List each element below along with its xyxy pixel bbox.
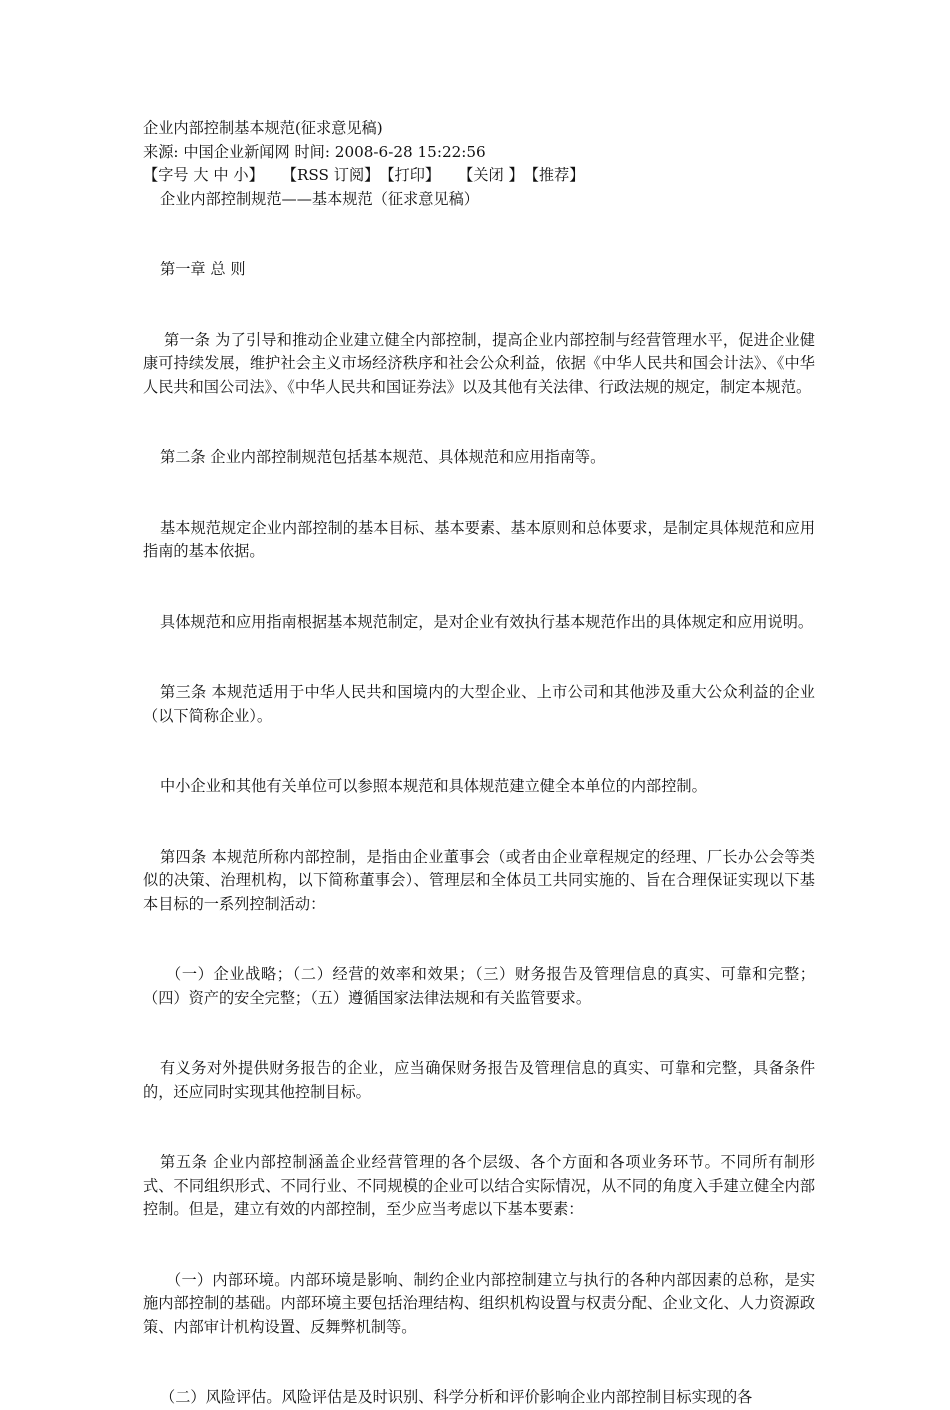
- paragraph-article-2: 第二条 企业内部控制规范包括基本规范、具体规范和应用指南等。: [160, 448, 606, 466]
- paragraph-specific-norm: 具体规范和应用指南根据基本规范制定，是对企业有效执行基本规范作出的具体规定和应用说明。: [160, 612, 814, 631]
- paragraph-financial-reporting: 有义务对外提供财务报告的企业，应当确保财务报告及管理信息的真实、可靠和完整，具备条件的，还应同时实现其他控制目标。: [143, 1059, 815, 1101]
- paragraph-objectives: （一）企业战略；（二）经营的效率和效果；（三）财务报告及管理信息的真实、可靠和完整；（四）资产的安全完整；（五）遵循国家法律法规和有关监管要求。: [143, 965, 815, 1007]
- chapter-heading: 第一章 总 则: [160, 260, 246, 278]
- article-toolbar: [143, 164, 815, 188]
- paragraph-sme: 中小企业和其他有关单位可以参照本规范和具体规范建立健全本单位的内部控制。: [160, 777, 707, 795]
- paragraph-article-3: 第三条 本规范适用于中华人民共和国境内的大型企业、上市公司和其他涉及重大公众利益的企业（以下简称企业）。: [143, 683, 815, 725]
- article-title: 企业内部控制基本规范(征求意见稿): [143, 119, 383, 137]
- source-line: 来源: 中国企业新闻网 时间: 2008-6-28 15:22:56: [143, 142, 486, 161]
- paragraph-article-1: 第一条 为了引导和推动企业建立健全内部控制，提高企业内部控制与经营管理水平，促进企业健康可持续发展，维护社会主义市场经济秩序和社会公众利益，依据《中华人民共和国会计法》、《中华人民共和国公司法》、《中华人民共和国证券法》以及其他有关法律、行政法规的规定，制定本规范。: [143, 330, 815, 396]
- document-page: [143, 117, 815, 1410]
- paragraph-basic-norm: 基本规范规定企业内部控制的基本目标、基本要素、基本原则和总体要求，是制定具体规范和应用指南的基本依据。: [143, 518, 815, 560]
- rss-subscribe-link[interactable]: 【RSS 订阅】: [281, 166, 380, 184]
- recommend-link[interactable]: 【推荐】: [523, 166, 585, 184]
- font-size-control[interactable]: 【字号 大 中 小】: [143, 166, 264, 184]
- print-link[interactable]: 【打印】: [379, 166, 441, 184]
- paragraph-article-5: 第五条 企业内部控制涵盖企业经营管理的各个层级、各个方面和各项业务环节。不同所有制形式、不同组织形式、不同行业、不同规模的企业可以结合实际情况，从不同的角度入手建立健全内部控制。但是，建立有效的内部控制，至少应当考虑以下基本要素：: [143, 1153, 815, 1218]
- paragraph-article-4: 第四条 本规范所称内部控制，是指由企业董事会（或者由企业章程规定的经理、厂长办公会等类似的决策、治理机构，以下简称董事会）、管理层和全体员工共同实施的、旨在合理保证实现以下基本目标的一系列控制活动：: [143, 847, 815, 913]
- close-link[interactable]: 【关闭 】: [458, 166, 524, 184]
- paragraph-risk-assessment: （二）风险评估。风险评估是及时识别、科学分析和评价影响企业内部控制目标实现的各: [160, 1388, 753, 1406]
- paragraph-internal-environment: （一）内部环境。内部环境是影响、制约企业内部控制建立与执行的各种内部因素的总称，是实施内部控制的基础。内部环境主要包括治理结构、组织机构设置与权责分配、企业文化、人力资源政策、内部审计机构设置、反舞弊机制等。: [143, 1270, 815, 1336]
- document-subtitle: 企业内部控制规范——基本规范（征求意见稿）: [160, 189, 479, 208]
